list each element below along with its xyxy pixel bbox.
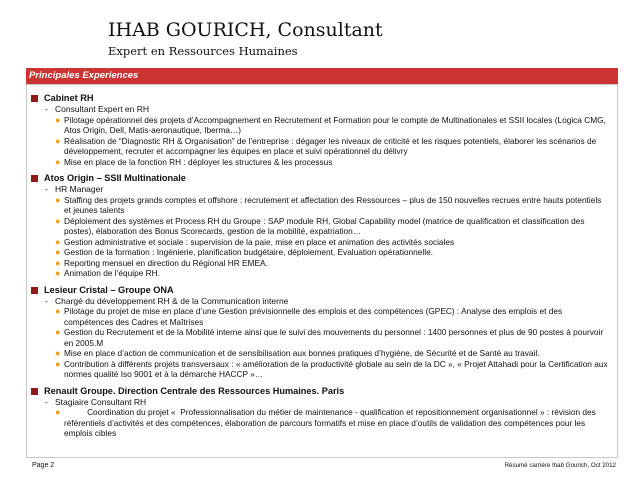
- role-title: - Chargé du développement RH & de la Communication interne: [45, 295, 289, 306]
- role-label: HR Manager: [55, 184, 104, 194]
- company-name: Lesieur Cristal – Groupe ONA: [44, 284, 174, 295]
- list-item: [31, 216, 609, 237]
- page-subtitle: Expert en Ressources Humaines: [108, 44, 298, 58]
- page-number: Page 2: [32, 462, 55, 469]
- bullet-dot-icon: ●: [55, 348, 61, 358]
- list-item: [31, 195, 609, 216]
- bullet-dot-icon: ●: [55, 268, 61, 278]
- list-item: [31, 359, 609, 380]
- bullet-dot-icon: ●: [55, 114, 61, 125]
- company-heading: [31, 386, 609, 397]
- company-name: Renault Groupe. Direction Centrale des Ressources Humaines. Paris: [44, 385, 345, 396]
- company-name: Cabinet RH: [44, 93, 94, 103]
- list-item: [31, 407, 609, 439]
- bullet-text: Réalisation de “Diagnostic RH & Organisation” de l’entreprise : dégager les niveaux de criticité et les risques potentiels, élaborer les scénarios de développement, recruter et accompagner les équipes en place et suivi opérationnel du délivry: [64, 135, 597, 156]
- bullet-dot-icon: ●: [55, 358, 61, 369]
- header: [108, 18, 383, 58]
- bullet-text: Animation de l’équipe RH.: [64, 268, 160, 278]
- role-label: Stagiaire Consultant RH: [55, 396, 147, 407]
- list-item: [31, 247, 609, 258]
- role-title: - Consultant Expert en RH: [45, 104, 150, 114]
- company-name: Atos Origin – SSII Multinationale: [44, 173, 186, 183]
- footer-note: Résumé carrière Ihab Gourich, Oct 2012: [504, 462, 616, 469]
- list-item: [31, 136, 609, 157]
- section-header: Principales Experiences: [26, 68, 618, 84]
- bullet-text: Coordination du projet « Professionnalisation du métier de maintenance - qualification et repositionnement organisationnel » : révision des référentiels d’activités et des compétences, élaboration de parcours formatifs et mise en place d’outils de validation des compétences pour les emplois cibles: [64, 407, 599, 438]
- bullet-dot-icon: ●: [55, 306, 61, 316]
- bullet-dot-icon: ●: [55, 135, 61, 146]
- role-label: Consultant Expert en RH: [55, 104, 150, 114]
- square-bullet-icon: [31, 175, 38, 182]
- bullet-text: Gestion du Recrutement et de la Mobilité interne ainsi que le suivi des mouvements du personnel : 1400 personnes et plus de 90 postes à pourvoir en 2005.M: [64, 327, 604, 348]
- list-item: [31, 237, 609, 248]
- list-item: [31, 258, 609, 269]
- bullet-text: Gestion de la formation : Ingénierie, planification budgétaire, déploiement, Evaluation opérationnelle.: [64, 247, 433, 257]
- list-item: [31, 327, 609, 348]
- bullet-text: Mise en place de la fonction RH : déployer les structures & les processus: [64, 156, 333, 167]
- role-title: - Stagiaire Consultant RH: [45, 396, 147, 407]
- list-item: [31, 115, 609, 136]
- bullet-text: Pilotage opérationnel des projets d’Accompagnement en Recrutement et Formation pour le compte de Multinationales et SSII locales (Logica CMG, Atos Origin, Dell, Matis-aeronautique, Iberma…): [64, 114, 606, 135]
- page-title: IHAB GOURICH, Consultant: [108, 19, 383, 41]
- company-heading: [31, 173, 609, 184]
- bullet-text: Staffing des projets grands comptes et offshore : recrutement et affectation des Ressources – plus de 150 nouvelles recrues entre hauts potentiels et jeunes talents: [64, 194, 602, 215]
- list-item: [31, 306, 609, 327]
- bullet-text: Reporting mensuel en direction du Régional HR EMEA.: [64, 257, 268, 268]
- bullet-dot-icon: ●: [55, 215, 61, 226]
- role-title: - HR Manager: [45, 184, 104, 194]
- square-bullet-icon: [31, 287, 38, 294]
- role-label: Chargé du développement RH & de la Communication interne: [55, 295, 289, 306]
- bullet-dot-icon: ●: [55, 407, 61, 417]
- list-item: [31, 348, 609, 359]
- bullet-dot-icon: ●: [55, 194, 61, 205]
- bullet-dot-icon: ●: [55, 257, 61, 268]
- bullet-text: Contribution à différents projets transversaux : « amélioration de la productivité globale au sein de la DC », « Projet Attahadi pour la Certification aux normes qualité Iso 9001 et à la démarche HACCP »…: [64, 358, 608, 379]
- company-heading: [31, 285, 609, 296]
- list-item: [31, 268, 609, 279]
- experience-list: [26, 84, 618, 458]
- bullet-text: Mise en place d’action de communication et de sensibilisation aux bonnes pratiques d’hygiène, de Sécurité et de Santé au travail.: [64, 348, 540, 358]
- square-bullet-icon: [31, 388, 38, 395]
- list-item: [31, 157, 609, 168]
- bullet-dot-icon: ●: [55, 327, 61, 337]
- square-bullet-icon: [31, 95, 38, 102]
- bullet-dot-icon: ●: [55, 247, 61, 257]
- bullet-text: Déploiement des systèmes et Process RH du Groupe : SAP module RH, Global Capability model (matrice de qualification et classification des postes), élaboration des Bonus Scorecards, gestion de la mobilité, expatriation…: [64, 215, 585, 236]
- company-heading: [31, 93, 609, 104]
- bullet-text: Gestion administrative et sociale : supervision de la paie, mise en place et animation des activités sociales: [64, 236, 455, 247]
- bullet-dot-icon: ●: [55, 236, 61, 247]
- bullet-text: Pilotage du projet de mise en place d’une Gestion prévisionnelle des emplois et des compétences (GPEC) : Analyse des emplois et des compétences des Cadres et Maîtrises: [64, 306, 563, 327]
- bullet-dot-icon: ●: [55, 156, 61, 167]
